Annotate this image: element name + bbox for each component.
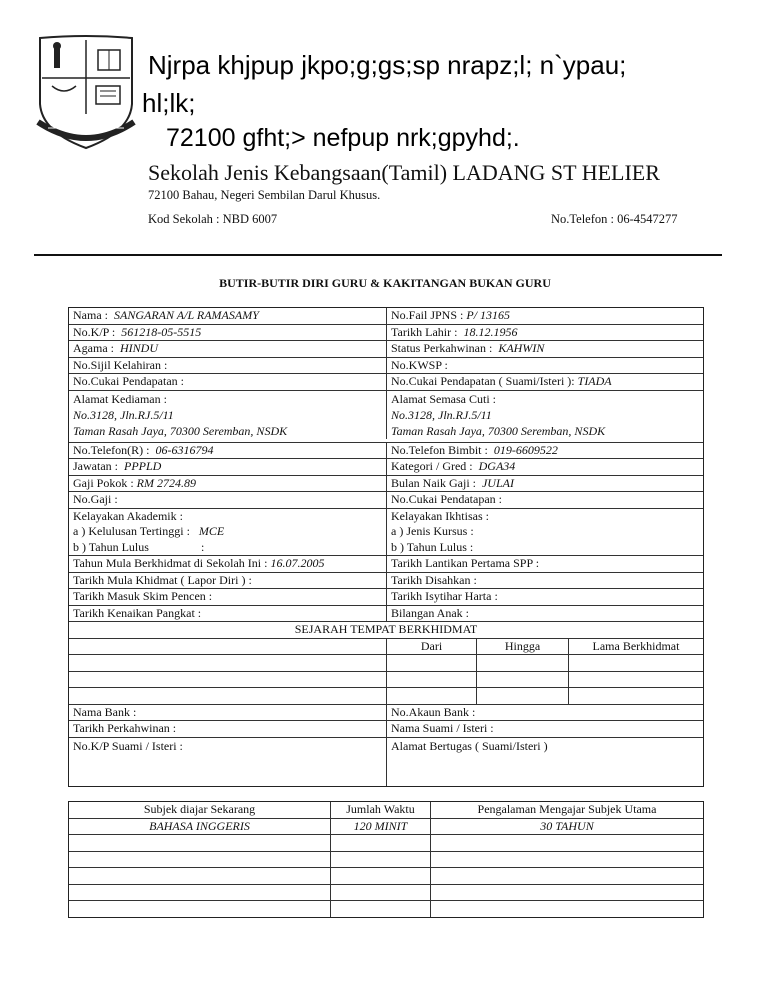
course-year-label: b ) Tahun Lulus : — [391, 539, 474, 554]
file-no-value: P/ 13165 — [466, 308, 511, 322]
col-subject: Subjek diajar Sekarang — [69, 802, 331, 818]
pension-date-label: Tarikh Masuk Skim Pencen : — [73, 589, 213, 603]
spouse-tax-label: No.Cukai Pendapatan ( Suami/Isteri ): — [391, 374, 575, 388]
report-date-label: Tarikh Mula Khidmat ( Lapor Diri ) : — [73, 572, 252, 587]
ic-label: No.K/P : — [73, 324, 116, 339]
grade-label: Kategori / Gred : — [391, 459, 473, 473]
mobile-label: No.Telefon Bimbit : — [391, 442, 488, 457]
subjects-table — [68, 801, 704, 918]
position-label: Jawatan : — [73, 459, 118, 473]
header-line-1: Njrpa khjpup jkpo;g;gs;sp nrapz;l; n`ypau; — [148, 50, 627, 80]
home-address-line-2: Taman Rasah Jaya, 70300 Seremban, NSDK — [73, 423, 288, 438]
course-type-label: a ) Jenis Kursus : — [391, 524, 474, 538]
table-row — [69, 390, 703, 442]
col-duration: Lama Berkhidmat — [592, 638, 680, 653]
table-row — [69, 308, 703, 324]
col-to: Hingga — [477, 639, 569, 655]
table-row — [69, 671, 703, 688]
header-line-2: hl;lk; — [142, 88, 196, 118]
col-experience: Pengalaman Mengajar Subjek Utama — [477, 802, 657, 816]
table-row — [69, 508, 703, 556]
position-value: PPPLD — [123, 459, 162, 473]
subjects-header-row — [69, 802, 703, 818]
marital-status-value: KAHWIN — [498, 341, 545, 355]
hours-value: 120 MINIT — [331, 819, 431, 835]
name-label: Nama : — [73, 308, 108, 322]
table-row — [69, 572, 703, 589]
table-row — [69, 818, 703, 835]
school-phone: No.Telefon : 06-4547277 — [551, 212, 678, 226]
raise-month-label: Bulan Naik Gaji : — [391, 475, 476, 490]
account-no-label: No.Akaun Bank : — [391, 704, 476, 719]
marriage-date-label: Tarikh Perkahwinan : — [73, 721, 177, 735]
table-row — [69, 458, 703, 475]
asset-declaration-label: Tarikh Isytihar Harta : — [391, 589, 498, 603]
start-service-value: 16.07.2005 — [270, 556, 325, 570]
table-row — [69, 340, 703, 357]
religion-label: Agama : — [73, 341, 114, 355]
table-row — [69, 867, 703, 884]
school-code: Kod Sekolah : NBD 6007 — [148, 212, 278, 226]
table-row — [69, 324, 703, 341]
service-history-title-row — [69, 621, 703, 638]
file-no-label: No.Fail JPNS : — [391, 308, 464, 322]
religion-value: HINDU — [120, 341, 158, 355]
birth-cert-label: No.Sijil Kelahiran : — [73, 357, 168, 372]
salary-value: RM 2724.89 — [136, 475, 196, 490]
personal-details-table — [68, 307, 704, 787]
grade-value: DGA34 — [478, 459, 516, 473]
leave-address-line-1: No.3128, Jln.RJ.5/11 — [391, 407, 492, 422]
promotion-date-label: Tarikh Kenaikan Pangkat : — [73, 605, 202, 620]
professional-qual-label: Kelayakan Ikhtisas : — [391, 508, 489, 523]
col-hours: Jumlah Waktu — [331, 802, 431, 818]
table-row — [69, 605, 703, 622]
school-name: Sekolah Jenis Kebangsaan(Tamil) LADANG ST HELIER — [148, 160, 660, 185]
header-divider — [34, 254, 722, 256]
start-service-label: Tahun Mula Berkhidmat di Sekolah Ini : — [73, 556, 268, 570]
academic-qual-label: Kelayakan Akademik : — [73, 508, 183, 523]
table-row — [69, 357, 703, 374]
table-row — [69, 654, 703, 671]
birth-date-label: Tarikh Lahir : — [391, 324, 458, 339]
table-row — [69, 588, 703, 605]
birth-date-value: 18.12.1956 — [463, 324, 518, 339]
home-address-line-1: No.3128, Jln.RJ.5/11 — [73, 407, 174, 422]
bank-name-label: Nama Bank : — [73, 704, 137, 719]
spouse-ic-label: No.K/P Suami / Isteri : — [73, 738, 183, 753]
table-row — [69, 704, 703, 721]
phone-value: 06-6316794 — [155, 442, 214, 457]
salary-label: Gaji Pokok : — [73, 475, 134, 490]
name-value: SANGARAN A/L RAMASAMY — [114, 308, 259, 322]
highest-qual-value: MCE — [198, 524, 225, 538]
first-appointment-label: Tarikh Lantikan Pertama SPP : — [391, 556, 540, 570]
spouse-tax-value: TIADA — [577, 374, 612, 388]
income-tax-label: No.Cukai Pendatapan : — [391, 492, 502, 506]
raise-month-value: JULAI — [481, 475, 514, 490]
table-row — [69, 475, 703, 492]
table-row — [69, 720, 703, 737]
home-address-label: Alamat Kediaman : — [73, 391, 167, 406]
spouse-work-address-label: Alamat Bertugas ( Suami/Isteri ) — [391, 738, 548, 753]
table-row — [69, 834, 703, 851]
service-history-title: SEJARAH TEMPAT BERKHIDMAT — [294, 622, 478, 636]
subject-value: BAHASA INGGERIS — [69, 819, 331, 835]
mobile-value: 019-6609522 — [493, 442, 558, 457]
grad-year-colon: : — [200, 539, 205, 554]
kwsp-label: No.KWSP : — [391, 357, 448, 372]
phone-label: No.Telefon(R) : — [73, 442, 150, 457]
table-row — [69, 737, 703, 786]
col-from: Dari — [387, 639, 477, 655]
grad-year-label: b ) Tahun Lulus — [73, 539, 149, 554]
leave-address-label: Alamat Semasa Cuti : — [391, 391, 496, 406]
header-line-3: 72100 gfht;> nefpup nrk;gpyhd;. — [166, 124, 520, 152]
children-count-label: Bilangan Anak : — [391, 605, 469, 620]
ic-value: 561218-05-5515 — [121, 324, 202, 339]
table-row — [69, 900, 703, 917]
table-row — [69, 373, 703, 390]
table-row — [69, 491, 703, 508]
salary-no-label: No.Gaji : — [73, 492, 118, 506]
table-row — [69, 442, 703, 459]
table-row — [69, 555, 703, 572]
school-address: 72100 Bahau, Negeri Sembilan Darul Khusus. — [148, 188, 381, 202]
leave-address-line-2: Taman Rasah Jaya, 70300 Seremban, NSDK — [391, 423, 606, 438]
spouse-name-label: Nama Suami / Isteri : — [391, 721, 494, 735]
confirmation-date-label: Tarikh Disahkan : — [391, 572, 477, 587]
tax-no-label: No.Cukai Pendapatan : — [73, 374, 184, 388]
table-row — [69, 884, 703, 901]
table-row — [69, 851, 703, 868]
school-crest-logo — [34, 34, 138, 152]
experience-value: 30 TAHUN — [540, 818, 594, 833]
form-title: BUTIR-BUTIR DIRI GURU & KAKITANGAN BUKAN GURU — [219, 276, 551, 290]
marital-status-label: Status Perkahwinan : — [391, 341, 493, 355]
table-row — [69, 687, 703, 704]
highest-qual-label: a ) Kelulusan Tertinggi : — [73, 524, 190, 538]
service-history-header-row — [69, 638, 703, 655]
